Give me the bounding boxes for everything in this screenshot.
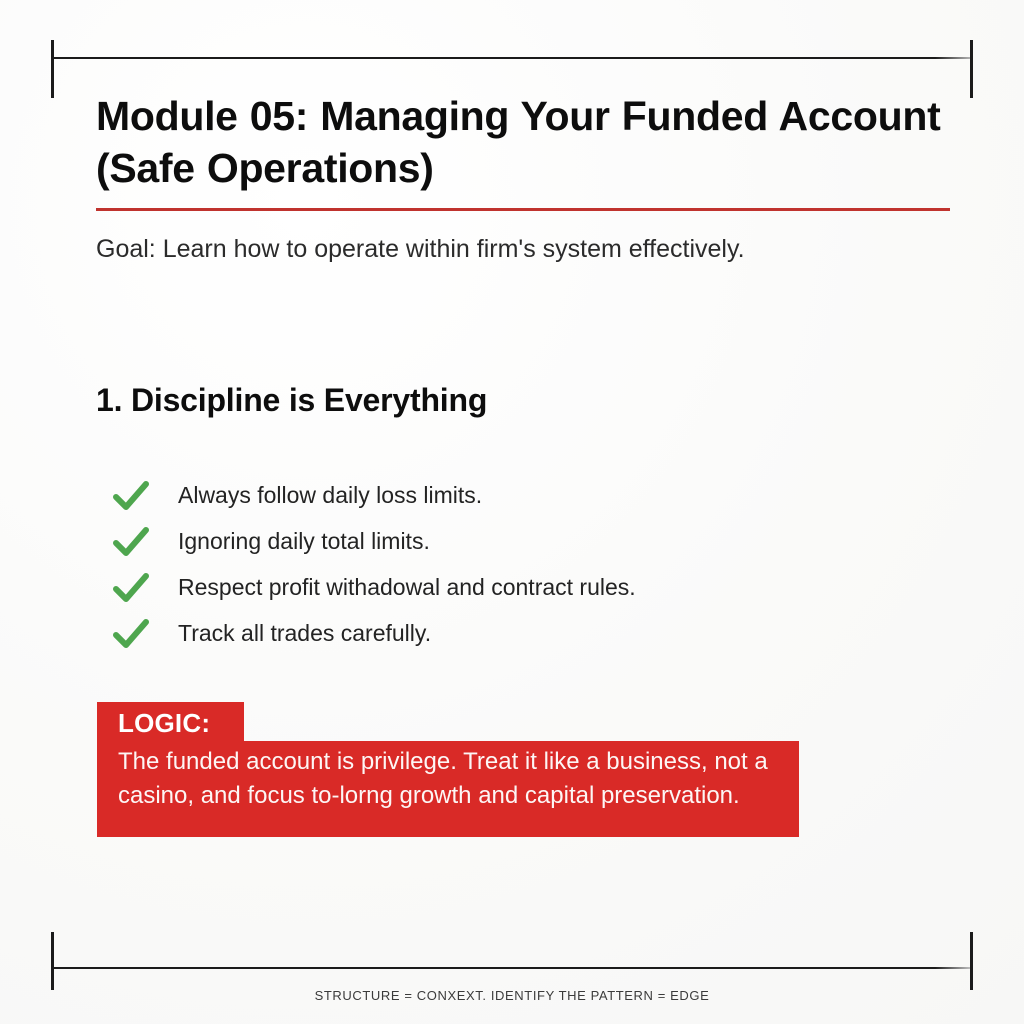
logic-callout-tab (97, 702, 244, 741)
footer-tagline: STRUCTURE = CONXEXT. IDENTIFY THE PATTERN = EDGE (314, 988, 710, 1003)
discipline-checklist (113, 473, 873, 657)
page-title: Module 05: Managing Your Funded Account (Safe Operations) (96, 93, 941, 192)
top-left-crop-tick (51, 40, 54, 98)
check-icon (113, 619, 178, 649)
list-item (113, 519, 873, 565)
list-item (113, 473, 873, 519)
top-crop-rule (52, 57, 972, 59)
check-icon (113, 573, 178, 603)
bottom-right-crop-tick (970, 932, 973, 990)
list-item (113, 565, 873, 611)
bottom-crop-rule (52, 967, 972, 969)
section-heading: 1. Discipline is Everything (96, 382, 488, 418)
list-item-label: Track all trades carefully. (178, 620, 432, 647)
list-item-label: Ignoring daily total limits. (178, 528, 430, 555)
check-icon (113, 527, 178, 557)
logic-callout-label: LOGIC: (118, 708, 211, 738)
logic-callout-text: The funded account is privilege. Treat it like a business, not a casino, and focus to-lorng growth and capital preservation. (118, 747, 768, 809)
bottom-left-crop-tick (51, 932, 54, 990)
list-item-label: Always follow daily loss limits. (178, 482, 483, 509)
top-right-crop-tick (970, 40, 973, 98)
list-item-label: Respect profit withadowal and contract rules. (178, 574, 636, 601)
goal-statement: Goal: Learn how to operate within firm's system effectively. (96, 234, 745, 263)
logic-callout-body (97, 741, 799, 837)
logic-callout (97, 702, 799, 837)
check-icon (113, 481, 178, 511)
slide-header (96, 90, 952, 265)
list-item (113, 611, 873, 657)
